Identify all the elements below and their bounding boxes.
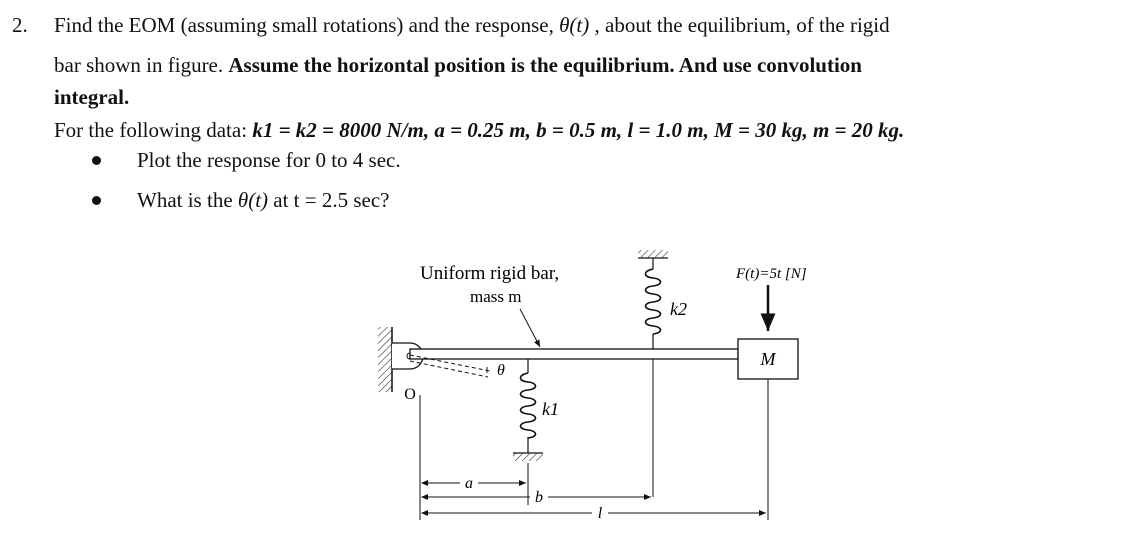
line1-text-b: , about the equilibrium, of the rigid: [589, 13, 890, 37]
rigid-bar: [410, 349, 738, 359]
theta-t-symbol: θ(t): [559, 13, 590, 37]
theta-t-symbol-2: θ(t): [237, 188, 269, 212]
dimension-b-label: b: [535, 489, 543, 506]
problem-line-1: [54, 12, 890, 38]
line2-text-a: bar shown in figure.: [54, 53, 229, 77]
line1-text-a: Find the EOM (assuming small rotations) and the response,: [54, 13, 560, 37]
dimension-a-label: a: [465, 475, 473, 492]
bar-label-line2: mass m: [470, 287, 522, 306]
theta-angle-label: θ: [497, 362, 505, 379]
bullet-1-text: Plot the response for 0 to 4 sec.: [137, 148, 401, 172]
problem-number: 2.: [12, 13, 28, 37]
spring-k1: [513, 359, 543, 461]
problem-line-4: [54, 117, 904, 143]
bullet-2-text-b: at t = 2.5 sec?: [268, 188, 390, 212]
mass-label: M: [760, 349, 776, 369]
bar-label-line1: Uniform rigid bar,: [420, 263, 560, 284]
bullet-icon: [92, 196, 101, 205]
rigid-bar-figure: [370, 245, 850, 545]
bar-label-leader: [520, 309, 540, 347]
bullet-icon: [92, 156, 101, 165]
bullet-item-plot: [92, 147, 401, 173]
given-data: k1 = k2 = 8000 N/m, a = 0.25 m, b = 0.5 m, l = 1.0 m, M = 30 kg, m = 20 kg.: [252, 118, 905, 142]
k2-label: k2: [670, 299, 687, 319]
force-label: F(t)=5t [N]: [736, 266, 807, 282]
pivot-label: O: [404, 386, 416, 403]
bullet-item-theta: [92, 187, 390, 213]
problem-line-2: [54, 52, 862, 78]
k1-label: k1: [542, 399, 559, 419]
bullet-2-text-a: What is the: [137, 188, 238, 212]
dimension-extension-lines: [420, 359, 768, 520]
spring-k2: [638, 250, 668, 349]
problem-line-3: integral.: [54, 85, 130, 109]
line4-text-a: For the following data:: [54, 118, 253, 142]
figure-svg: [370, 245, 850, 545]
line2-bold-text: Assume the horizontal position is the equilibrium. And use convolution: [228, 53, 862, 77]
wall-support: [378, 327, 392, 392]
dimension-l-label: l: [597, 505, 603, 522]
